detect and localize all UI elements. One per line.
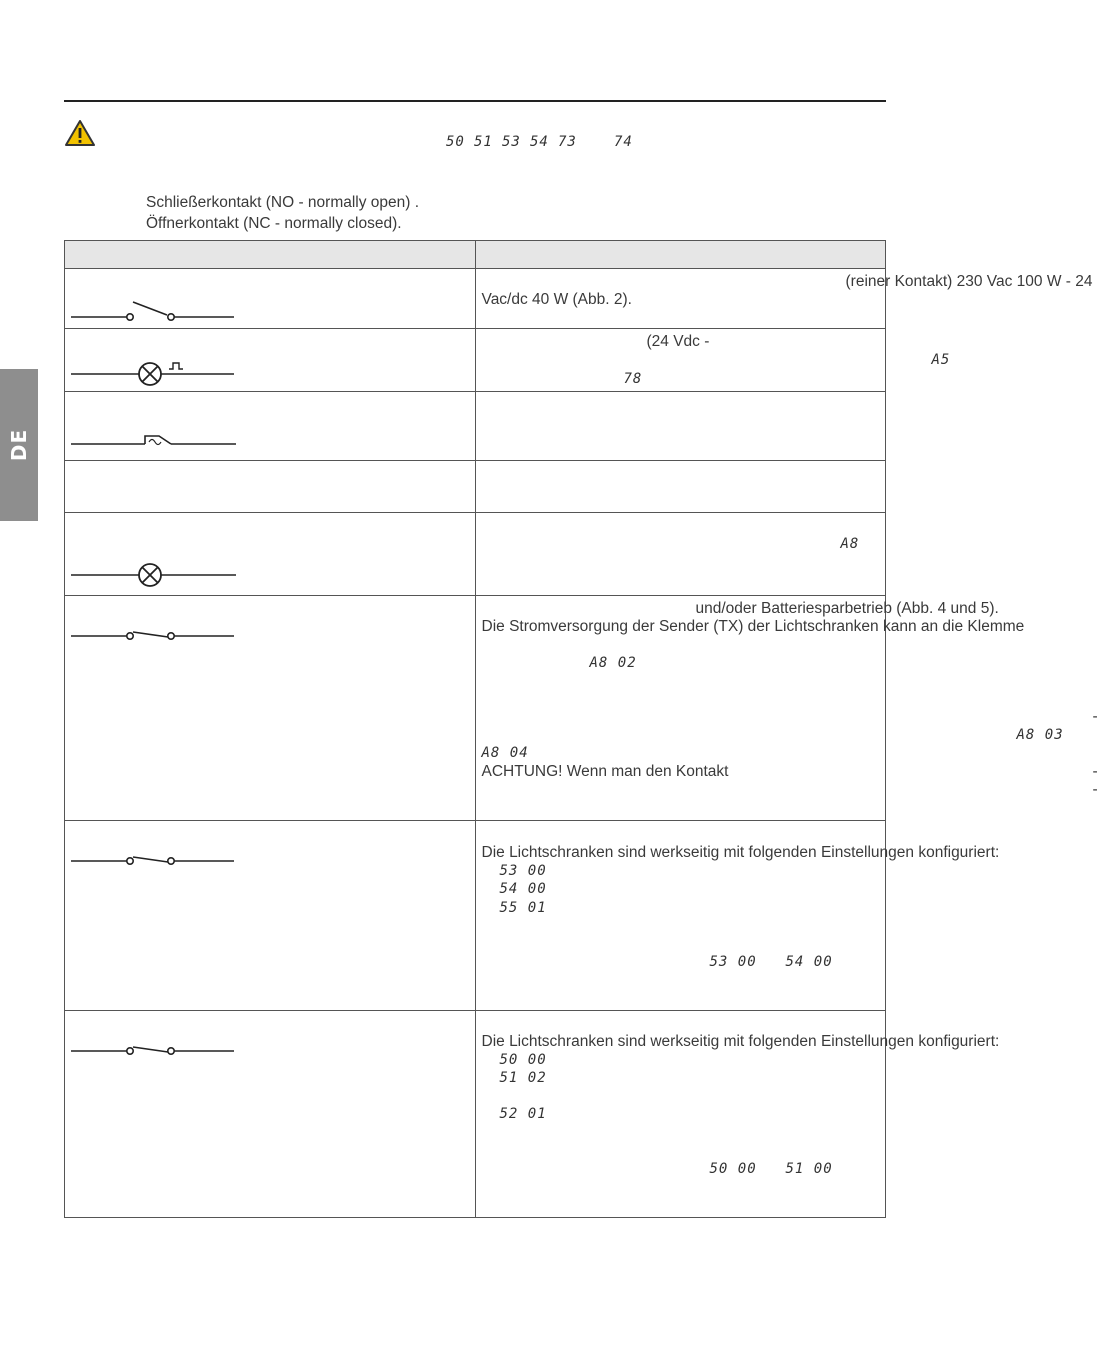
- intro-no-contact: Schließerkontakt (NO - normally open) .: [146, 194, 420, 211]
- description-cell: [475, 821, 1000, 1011]
- segment-code: A5: [931, 352, 951, 368]
- description-cell: [475, 392, 886, 461]
- segment-code: 50 00: [709, 1161, 757, 1177]
- segment-code: 53: [502, 134, 521, 150]
- segment-code: A8 02: [589, 655, 637, 671]
- description-cell: [475, 596, 1098, 821]
- description-text: Vac/dc 40 W (Abb. 2).: [481, 291, 632, 308]
- segment-code: 53 00: [709, 954, 757, 970]
- header-rule: [64, 100, 886, 102]
- segment-code: 52 01: [499, 1106, 547, 1122]
- language-tab-label: DE: [6, 428, 31, 462]
- description-text: -: [1092, 708, 1098, 725]
- no-contact-icon: [65, 269, 257, 329]
- segment-code: 73: [558, 134, 577, 150]
- description-cell: [475, 329, 951, 392]
- courtesy-lamp-icon: [65, 513, 257, 596]
- description-text: Die Stromversorgung der Sender (TX) der Lichtschranken kann an die Klemme: [481, 618, 1025, 635]
- table-row: [65, 269, 886, 329]
- segment-code: A8 04: [481, 745, 529, 761]
- description-text: -: [1092, 781, 1098, 798]
- nc-contact-icon: [65, 821, 257, 1011]
- segment-code: 53 00: [499, 863, 547, 879]
- segment-code: A8: [840, 536, 860, 552]
- language-tab: [0, 369, 38, 521]
- symbol-cell: [65, 821, 476, 1011]
- segment-code: A8 03: [1016, 727, 1064, 743]
- terminal-table: [64, 240, 1098, 1218]
- nc-contact-icon: [65, 596, 257, 821]
- symbol-cell: [65, 329, 476, 392]
- description-text: (24 Vdc -: [646, 333, 710, 350]
- description-text: ACHTUNG! Wenn man den Kontakt: [481, 763, 729, 780]
- table-row: [65, 461, 886, 513]
- symbol-cell: [65, 269, 476, 329]
- segment-code: 50: [446, 134, 465, 150]
- segment-code: 51 00: [785, 1161, 833, 1177]
- header-cell-description: [475, 241, 886, 269]
- description-text: und/oder Batteriesparbetrieb (Abb. 4 und 5).: [695, 600, 999, 617]
- description-text: Die Lichtschranken sind werkseitig mit folgenden Einstellungen konfiguriert:: [481, 1033, 1000, 1050]
- description-cell: [475, 461, 886, 513]
- description-text: (reiner Kontakt) 230 Vac 100 W - 24: [845, 273, 1093, 290]
- description-cell: [475, 513, 886, 596]
- segment-code: 74: [614, 134, 633, 150]
- segment-code: 51 02: [499, 1070, 547, 1086]
- table-row: [65, 329, 886, 392]
- table-row: [65, 1011, 886, 1218]
- electric-lock-icon: [65, 392, 257, 461]
- header-cell-symbol: [65, 241, 476, 269]
- table-header-row: [65, 241, 886, 269]
- nc-contact-icon: [65, 1011, 257, 1218]
- segment-code: 54 00: [499, 881, 547, 897]
- intro-nc-contact: Öffnerkontakt (NC - normally closed).: [146, 215, 402, 232]
- segment-code: 55 01: [499, 900, 547, 916]
- symbol-cell: [65, 1011, 476, 1218]
- symbol-cell: [65, 461, 476, 513]
- symbol-cell: [65, 392, 476, 461]
- description-text: Die Lichtschranken sind werkseitig mit folgenden Einstellungen konfiguriert:: [481, 844, 1000, 861]
- table-row: [65, 596, 886, 821]
- segment-code: 54: [530, 134, 549, 150]
- table-row: [65, 513, 886, 596]
- symbol-cell: [65, 513, 476, 596]
- table-row: [65, 821, 886, 1011]
- description-cell: [475, 269, 1093, 329]
- warning-icon: [64, 119, 96, 147]
- segment-code: 54 00: [785, 954, 833, 970]
- description-text: -: [1092, 763, 1098, 780]
- segment-code: 78: [623, 371, 643, 387]
- flashing-lamp-icon: [65, 329, 257, 392]
- description-cell: [475, 1011, 1000, 1218]
- symbol-cell: [65, 596, 476, 821]
- segment-code: 51: [474, 134, 493, 150]
- segment-code: 50 00: [499, 1052, 547, 1068]
- table-row: [65, 392, 886, 461]
